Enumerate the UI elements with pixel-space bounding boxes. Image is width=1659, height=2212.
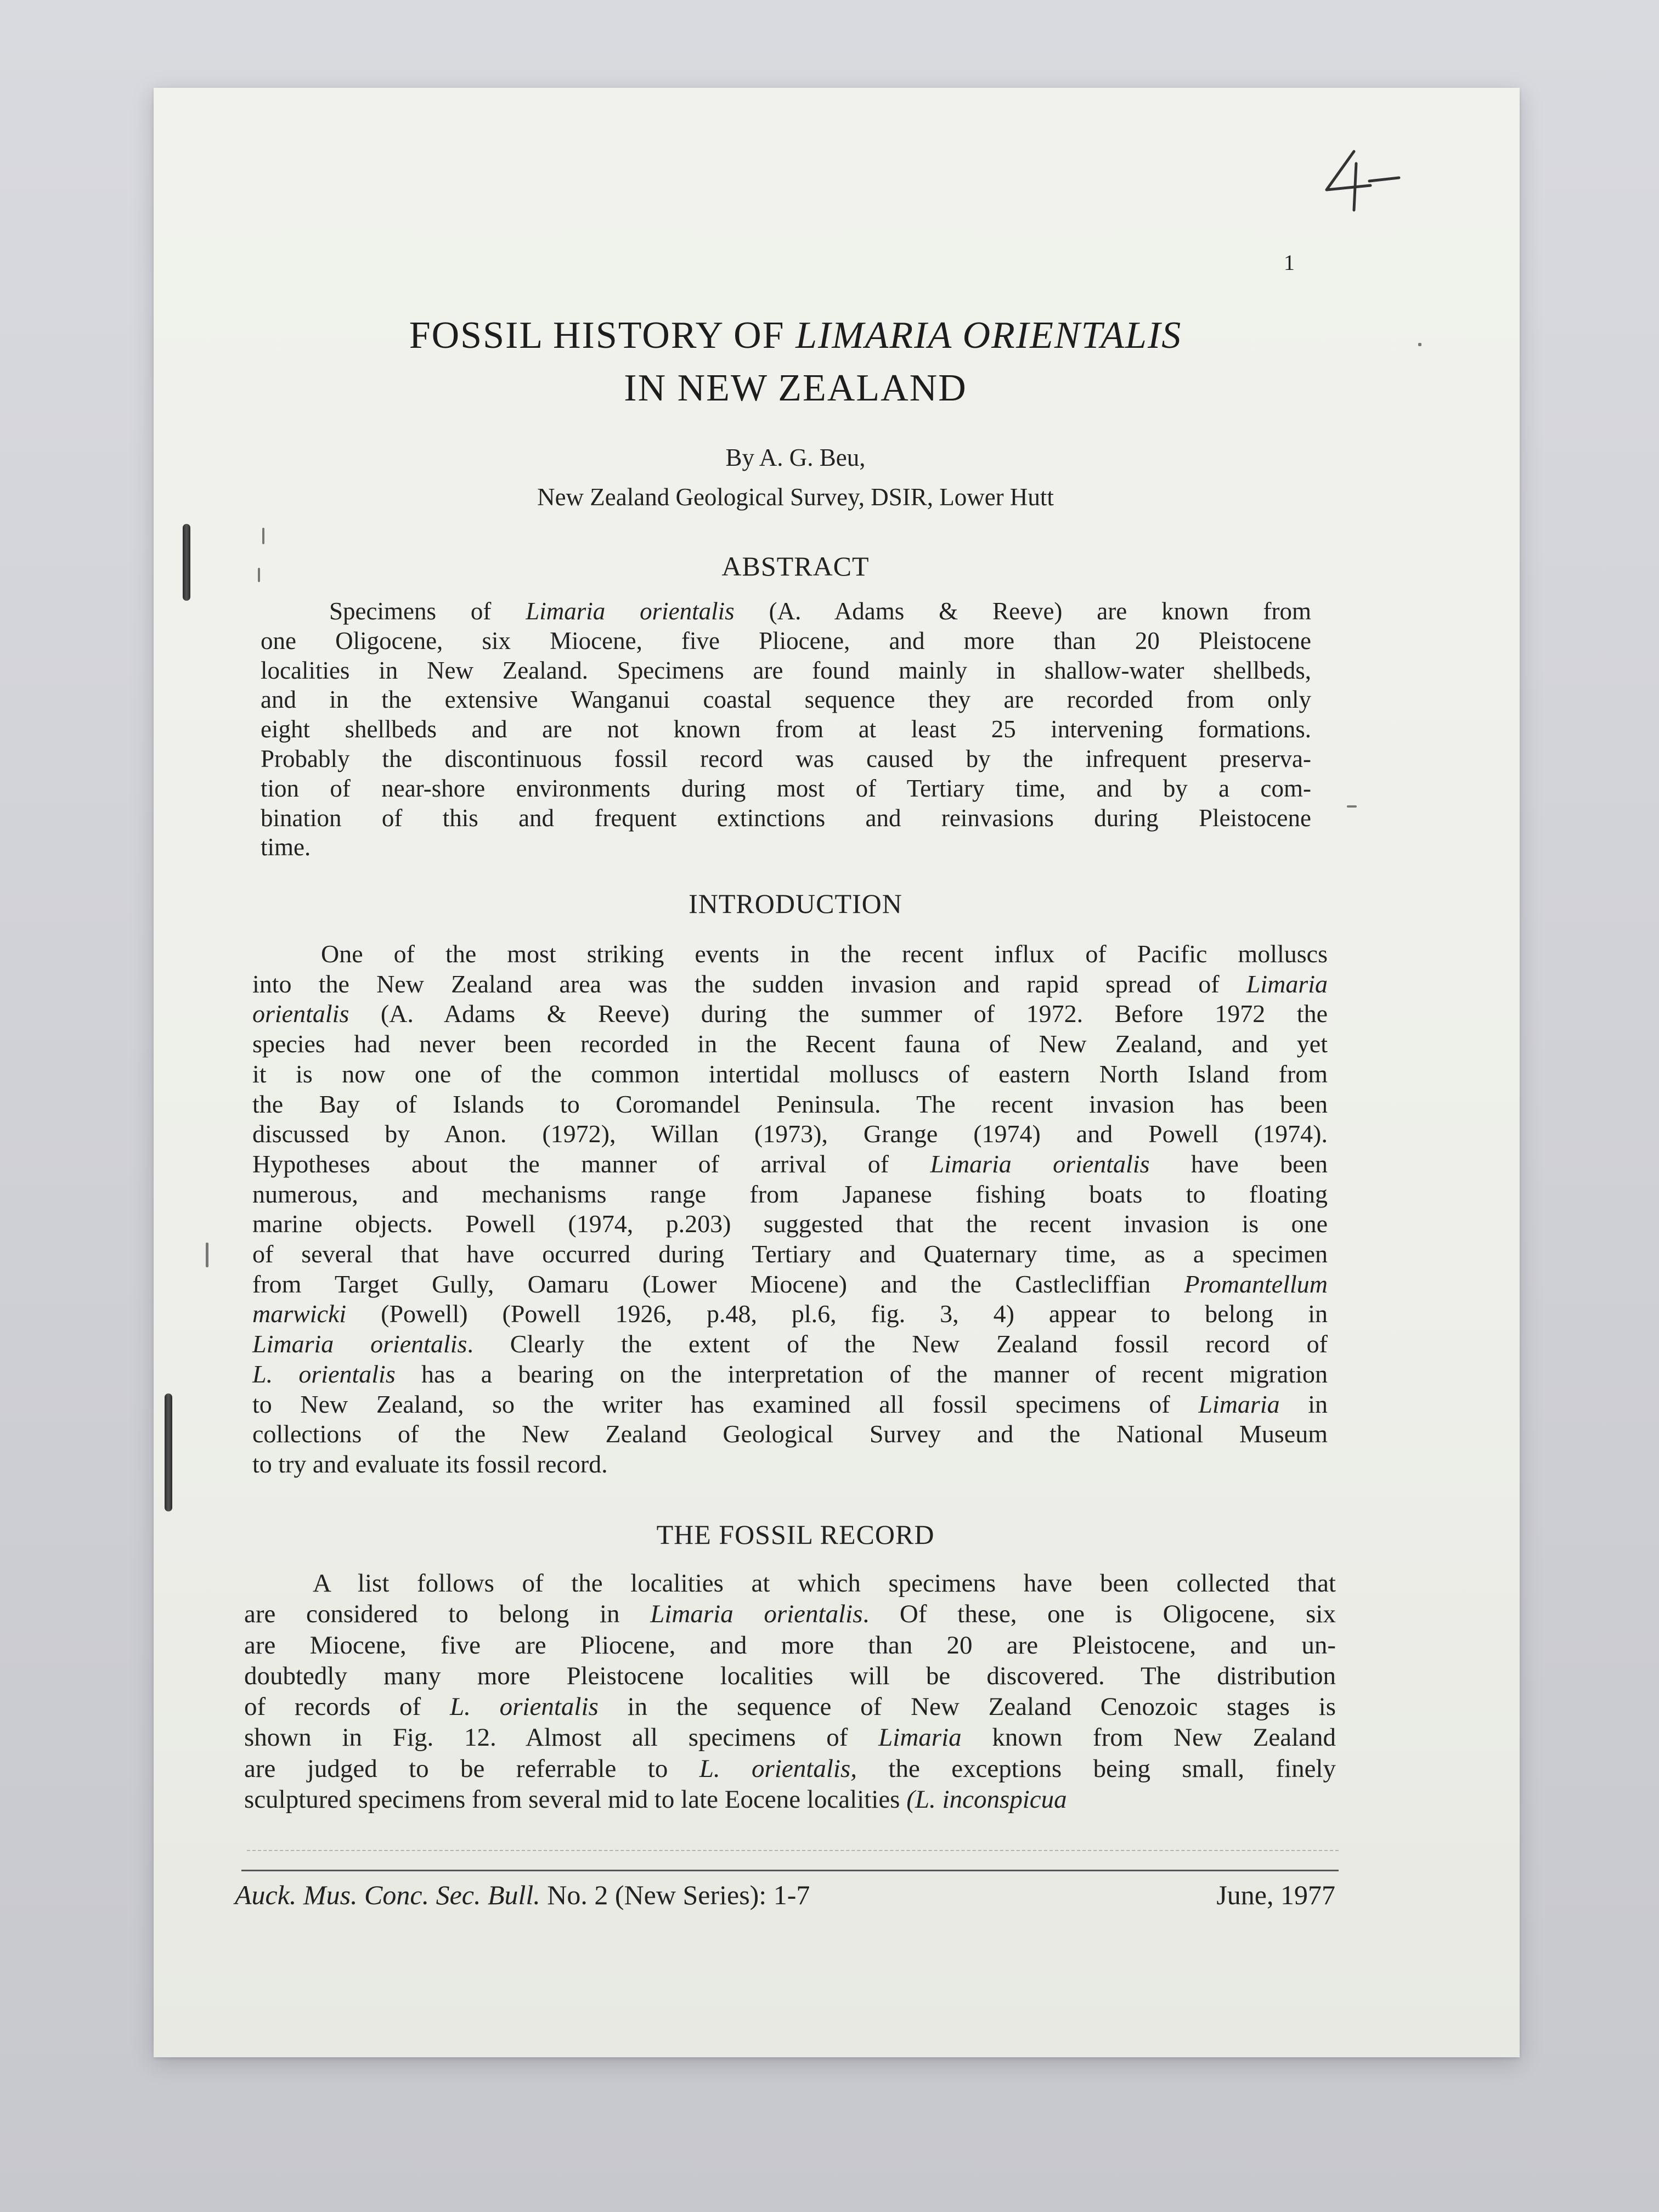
text-run: . Of these, one is Oligocene, six <box>862 1600 1336 1629</box>
text-line <box>252 969 1328 1000</box>
italic-text: orientalis <box>252 1000 349 1028</box>
text-line <box>252 1419 1328 1449</box>
text-run: of several that have occurred during Tertiary and Quaternary time, as a specimen <box>252 1240 1328 1268</box>
text-run: one Oligocene, six Miocene, five Pliocene, and more than 20 Pleistocene <box>261 627 1311 654</box>
text-run: from Target Gully, Oamaru (Lower Miocene) and the Castlecliffian <box>252 1269 1184 1298</box>
text-run: tion of near-shore environments during most of Tertiary time, and by a com- <box>261 774 1311 802</box>
text-line <box>252 999 1328 1029</box>
text-line <box>252 1390 1328 1420</box>
text-line <box>252 1090 1328 1120</box>
text-run: . Clearly the extent of the New Zealand fossil record of <box>467 1330 1328 1358</box>
text-run: into the New Zealand area was the sudden invasion and rapid spread of <box>252 969 1246 998</box>
staple-top <box>183 524 190 601</box>
title-line-1 <box>236 314 1355 358</box>
text-run: discussed by Anon. (1972), Willan (1973), Grange (1974) and Powell (1974). <box>252 1120 1328 1148</box>
text-line <box>244 1599 1336 1629</box>
footer-citation <box>235 1879 810 1911</box>
text-run: (A. Adams & Reeve) are known from <box>734 597 1311 625</box>
text-line <box>244 1691 1336 1722</box>
text-run: time. <box>261 833 311 861</box>
text-line <box>252 939 1328 969</box>
text-line <box>244 1568 1336 1599</box>
text-run: it is now one of the common intertidal molluscs of eastern North Island from <box>252 1059 1328 1088</box>
fossil-record-heading: THE FOSSIL RECORD <box>656 1519 935 1550</box>
text-run: localities in New Zealand. Specimens are found mainly in shallow-water shellbeds, <box>261 656 1311 684</box>
handwritten-mark <box>1322 147 1404 218</box>
introduction-heading: INTRODUCTION <box>689 888 902 919</box>
text-run: numerous, and mechanisms range from Japanese fishing boats to floating <box>252 1180 1328 1208</box>
text-run: in the sequence of New Zealand Cenozoic stages is <box>598 1692 1336 1722</box>
text-run: collections of the New Zealand Geological Survey and the National Museum <box>252 1420 1328 1448</box>
text-line <box>252 1180 1328 1210</box>
author-affiliation: New Zealand Geological Survey, DSIR, Lower Hutt <box>537 483 1054 511</box>
text-run: One of the most striking events in the recent influx of Pacific molluscs <box>321 940 1328 968</box>
text-run: doubtedly many more Pleistocene localities will be discovered. The distribution <box>244 1661 1336 1690</box>
text-line <box>252 1119 1328 1149</box>
author-byline: By A. G. Beu, <box>725 444 866 471</box>
text-run: and in the extensive Wanganui coastal sequence they are recorded from only <box>261 686 1311 714</box>
text-run: known from New Zealand <box>961 1723 1336 1752</box>
text-run: have been <box>1149 1149 1328 1178</box>
text-line <box>261 804 1311 833</box>
italic-text: Limaria orientalis <box>930 1149 1150 1178</box>
text-line <box>261 597 1311 627</box>
text-run: Specimens of <box>329 597 526 625</box>
text-line <box>252 1209 1328 1239</box>
text-run: (A. Adams & Reeve) during the summer of 1972. Before 1972 the <box>349 1000 1328 1028</box>
paper-speck <box>262 528 264 544</box>
fossil-record-paragraph <box>244 1568 1336 1815</box>
text-run: sculptured specimens from several mid to late Eocene localities <box>244 1785 907 1814</box>
text-run: A list follows of the localities at which specimens have been collected that <box>313 1569 1336 1598</box>
text-line <box>261 627 1311 656</box>
text-line <box>244 1661 1336 1691</box>
text-line <box>252 1149 1328 1180</box>
text-line <box>244 1753 1336 1784</box>
text-line <box>252 1059 1328 1090</box>
italic-text: Limaria <box>878 1723 962 1752</box>
text-line <box>244 1784 1336 1815</box>
italic-text: (L. inconspicua <box>906 1785 1067 1814</box>
italic-text: Limaria orientalis <box>526 597 735 625</box>
abstract-heading: ABSTRACT <box>721 551 870 582</box>
italic-text: Limaria orientalis <box>650 1600 863 1629</box>
text-run: of records of <box>244 1692 450 1722</box>
paper-speck <box>206 1243 208 1267</box>
text-run: has a bearing on the interpretation of the manner of recent migration <box>395 1359 1328 1388</box>
text-run: are judged to be referrable to <box>244 1754 699 1783</box>
footer-issue: No. 2 (New Series): 1-7 <box>540 1880 810 1910</box>
text-run: to try and evaluate its fossil record. <box>252 1449 608 1478</box>
footer-rule <box>241 1870 1339 1871</box>
text-run: the Bay of Islands to Coromandel Peninsula. The recent invasion has been <box>252 1090 1328 1118</box>
title-species: LIMARIA ORIENTALIS <box>795 314 1182 357</box>
text-run: the exceptions being small, finely <box>856 1754 1336 1783</box>
text-run: are Miocene, five are Pliocene, and more than 20 are Pleistocene, and un- <box>244 1630 1336 1660</box>
text-line <box>252 1299 1328 1329</box>
text-line <box>261 715 1311 744</box>
footer-journal: Auck. Mus. Conc. Sec. Bull. <box>235 1880 540 1910</box>
title-line-2: IN NEW ZEALAND <box>624 367 967 409</box>
italic-text: Limaria <box>1198 1390 1280 1418</box>
text-line <box>252 1269 1328 1300</box>
introduction-paragraph <box>252 939 1328 1480</box>
faint-footnote-rule <box>247 1850 1339 1851</box>
text-run: to New Zealand, so the writer has examined all fossil specimens of <box>252 1390 1199 1418</box>
italic-text: L. orientalis, <box>699 1754 857 1783</box>
text-line <box>252 1239 1328 1269</box>
footer-date: June, 1977 <box>1216 1880 1335 1910</box>
text-run: species had never been recorded in the Recent fauna of New Zealand, and yet <box>252 1030 1328 1058</box>
text-run: are considered to belong in <box>244 1600 651 1629</box>
italic-text: Limaria orientalis <box>252 1330 467 1358</box>
text-run: eight shellbeds and are not known from at least 25 intervening formations. <box>261 715 1311 743</box>
abstract-paragraph <box>261 597 1311 862</box>
text-line <box>261 656 1311 686</box>
text-run: (Powell) (Powell 1926, p.48, pl.6, fig. 3, 4) appear to belong in <box>346 1300 1328 1328</box>
italic-text: marwicki <box>252 1300 347 1328</box>
italic-text: L. orientalis <box>252 1359 396 1388</box>
text-line <box>252 1359 1328 1390</box>
paper-speck <box>1347 805 1357 808</box>
paper-speck <box>1418 343 1421 346</box>
text-line <box>252 1029 1328 1059</box>
text-run: bination of this and frequent extinctions and reinvasions during Pleistocene <box>261 804 1311 832</box>
text-line <box>252 1329 1328 1359</box>
staple-bottom <box>165 1393 172 1511</box>
text-run: Probably the discontinuous fossil record was caused by the infrequent preserva- <box>261 744 1311 772</box>
italic-text: Promantellum <box>1184 1269 1328 1298</box>
text-run: Hypotheses about the manner of arrival of <box>252 1149 930 1178</box>
text-line <box>244 1630 1336 1661</box>
italic-text: L. orientalis <box>449 1692 599 1722</box>
italic-text: Limaria <box>1246 969 1328 998</box>
text-run: in <box>1279 1390 1328 1418</box>
page-number: 1 <box>1284 250 1295 275</box>
text-line <box>261 744 1311 774</box>
text-run: shown in Fig. 12. Almost all specimens of <box>244 1723 879 1752</box>
text-line <box>261 833 1311 862</box>
text-line <box>261 685 1311 715</box>
text-line <box>261 774 1311 804</box>
text-line <box>252 1449 1328 1480</box>
text-run: marine objects. Powell (1974, p.203) suggested that the recent invasion is one <box>252 1210 1328 1238</box>
title-prefix: FOSSIL HISTORY OF <box>409 314 796 357</box>
text-line <box>244 1722 1336 1753</box>
